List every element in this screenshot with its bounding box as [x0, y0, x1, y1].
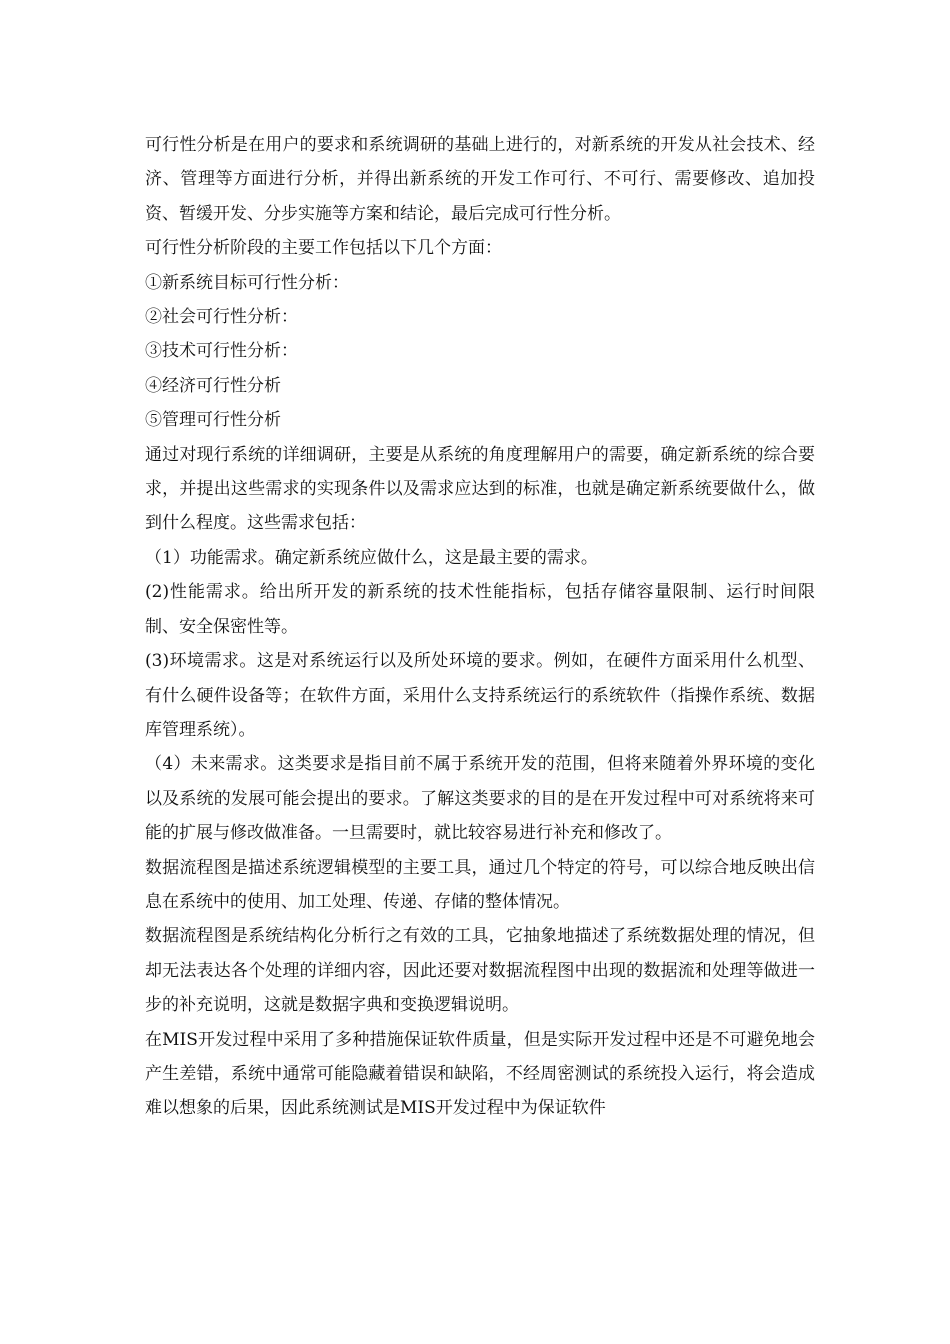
paragraph-system-testing: 在MIS开发过程中采用了多种措施保证软件质量，但是实际开发过程中还是不可避免地会产生差错，系统中通常可能隐藏着错误和缺陷，不经周密测试的系统投入运行，将会造成难以想象的后果，因此系统测试是MIS开发过程中为保证软件 [145, 1029, 815, 1119]
paragraph-functional-requirements: （1）功能需求。确定新系统应做什么，这是最主要的需求。 [145, 547, 598, 568]
paragraph-future-requirements: （4）未来需求。这类要求是指目前不属于系统开发的范围，但将来随着外界环境的变化以及系统的发展可能会提出的要求。了解这类要求的目的是在开发过程中可对系统将来可能的扩展与修改做准备。一旦需要时，就比较容易进行补充和修改了。 [145, 754, 815, 844]
paragraph-performance-requirements: (2)性能需求。给出所开发的新系统的技术性能指标，包括存储容量限制、运行时间限制、安全保密性等。 [145, 582, 815, 637]
paragraph-feasibility-work: 可行性分析阶段的主要工作包括以下几个方面： [145, 238, 502, 259]
list-item-management-feasibility: ⑤管理可行性分析 [145, 410, 281, 431]
document-body [145, 128, 815, 1126]
list-item-social-feasibility: ②社会可行性分析： [145, 307, 298, 328]
paragraph-feasibility-intro: 可行性分析是在用户的要求和系统调研的基础上进行的，对新系统的开发从社会技术、经济、管理等方面进行分析，并得出新系统的开发工作可行、不可行、需要修改、追加投资、暂缓开发、分步实施等方案和结论，最后完成可行性分析。 [145, 135, 815, 224]
list-item-technical-feasibility: ③技术可行性分析： [145, 341, 298, 362]
paragraph-environment-requirements: (3)环境需求。这是对系统运行以及所处环境的要求。例如，在硬件方面采用什么机型、有什么硬件设备等；在软件方面，采用什么支持系统运行的系统软件（指操作系统、数据库管理系统）。 [145, 651, 815, 740]
paragraph-dataflow-diagram: 数据流程图是描述系统逻辑模型的主要工具，通过几个特定的符号，可以综合地反映出信息在系统中的使用、加工处理、传递、存储的整体情况。 [145, 857, 815, 912]
paragraph-dataflow-analysis: 数据流程图是系统结构化分析行之有效的工具，它抽象地描述了系统数据处理的情况，但却无法表达各个处理的详细内容，因此还要对数据流程图中出现的数据流和处理等做进一步的补充说明，这就是数据字典和变换逻辑说明。 [145, 926, 815, 1016]
list-item-economic-feasibility: ④经济可行性分析 [145, 375, 281, 396]
paragraph-requirements-intro: 通过对现行系统的详细调研，主要是从系统的角度理解用户的需要，确定新系统的综合要求，并提出这些需求的实现条件以及需求应达到的标准，也就是确定新系统要做什么，做到什么程度。这些需求包括： [145, 444, 815, 534]
list-item-goal-feasibility: ①新系统目标可行性分析： [145, 272, 349, 293]
